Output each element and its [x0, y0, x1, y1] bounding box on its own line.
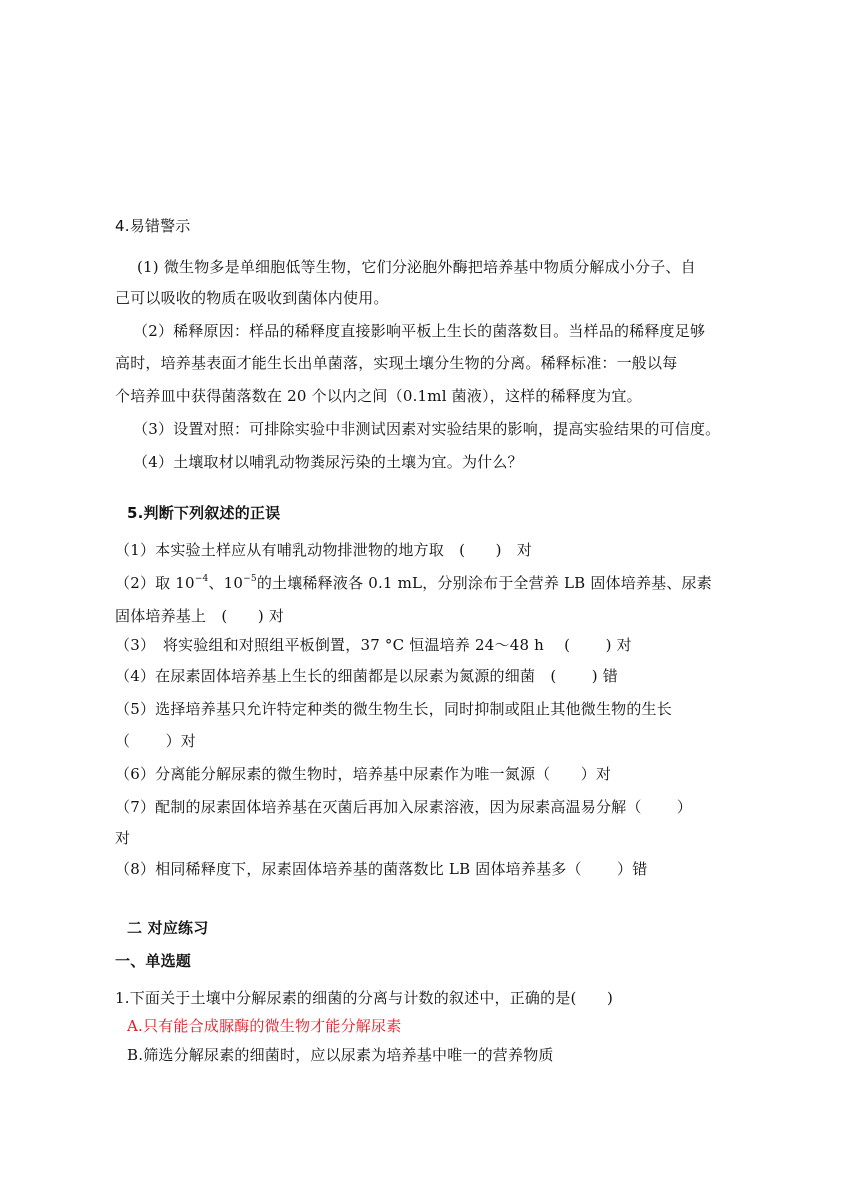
- section4-p3: （3）设置对照：可排除实验中非测试因素对实验结果的影响，提高实验结果的可信度。: [133, 420, 721, 438]
- judgement-item-3: （3） 将实验组和对照组平板倒置，37 °C 恒温培养 24～48 h ( ) 对: [115, 636, 632, 654]
- question-1: 1.下面关于土壤中分解尿素的细菌的分离与计数的叙述中，正确的是( ): [115, 989, 614, 1007]
- judgement-item-1: （1）本实验土样应从有哺乳动物排泄物的地方取 ( ) 对: [115, 541, 533, 559]
- judgement-item-2-line2: 固体培养基上 ( ) 对: [115, 607, 285, 625]
- judgement-item-4: （4）在尿素固体培养基上生长的细菌都是以尿素为氮源的细菌 ( ) 错: [115, 667, 618, 685]
- judgement-item-5-line1: （5）选择培养基只允许特定种类的微生物生长，同时抑制或阻止其他微生物的生长: [115, 700, 672, 718]
- judgement-item-6: （6）分离能分解尿素的微生物时，培养基中尿素作为唯一氮源（ ）对: [115, 765, 612, 783]
- section4-p2-line3: 个培养皿中获得菌落数在 20 个以内之间（0.1ml 菌液），这样的稀释度为宜。: [115, 387, 642, 405]
- judgement-item-2-line1: （2）取 $10^{-4}$、$10^{-5}$的土壤稀释液各 0.1 mL，分别涂布于全营养 LB 固体培养基、尿素: [115, 574, 712, 592]
- section4-heading: 4.易错警示: [115, 217, 191, 235]
- section4-p2-line2: 高时，培养基表面才能生长出单菌落，实现土壤分生物的分离。稀释标准：一般以每: [115, 354, 678, 372]
- judgement-item-7-line2: 对: [115, 829, 131, 847]
- part2-heading: 二 对应练习: [127, 919, 209, 937]
- single-choice-heading: 一、单选题: [115, 952, 192, 970]
- option-b: B.筛选分解尿素的细菌时，应以尿素为培养基中唯一的营养物质: [127, 1046, 554, 1064]
- judgement-item-8: （8）相同稀释度下，尿素固体培养基的菌落数比 LB 固体培养基多（ ）错: [115, 860, 648, 878]
- section4-p1-line2: 己可以吸收的物质在吸收到菌体内使用。: [115, 289, 389, 307]
- option-a-correct: A.只有能合成脲酶的微生物才能分解尿素: [127, 1017, 402, 1035]
- section4-p4: （4）土壤取材以哺乳动物粪尿污染的土壤为宜。为什么？: [133, 453, 523, 471]
- section4-p1-line1: (1) 微生物多是单细胞低等生物，它们分泌胞外酶把培养基中物质分解成小分子、自: [137, 258, 696, 276]
- judgement-item-5-line2: （ ）对: [115, 732, 196, 750]
- section4-p2-line1: （2）稀释原因：样品的稀释度直接影响平板上生长的菌落数目。当样品的稀释度足够: [133, 322, 706, 340]
- section5-heading: 5.判断下列叙述的正误: [127, 504, 281, 522]
- judgement-item-7-line1: （7）配制的尿素固体培养基在灭菌后再加入尿素溶液，因为尿素高温易分解（ ）: [115, 798, 693, 816]
